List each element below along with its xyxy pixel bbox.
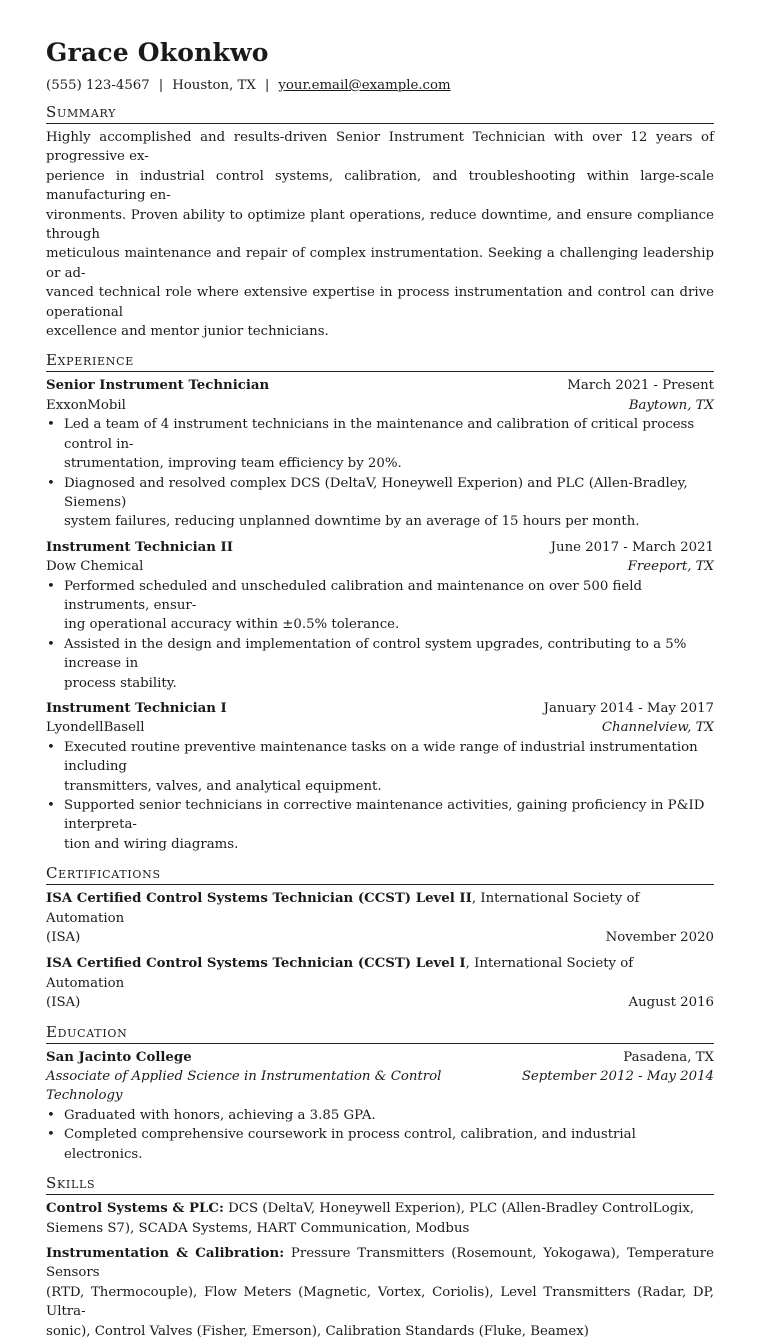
contact-line xyxy=(46,76,714,96)
job-bullets xyxy=(46,415,714,531)
certification-name: ISA Certified Control Systems Technician (CCST) Level II xyxy=(46,891,472,907)
skill-line: (RTD, Thermocouple), Flow Meters (Magnetic, Vortex, Coriolis), Level Transmitters (Radar, DP, Ultra- xyxy=(46,1284,714,1320)
job-company: LyondellBasell xyxy=(46,720,145,736)
skill-line: Siemens S7), SCADA Systems, HART Communication, Modbus xyxy=(46,1220,470,1236)
section-title-experience: Experience xyxy=(46,350,714,372)
summary-line: Highly accomplished and results-driven Senior Instrument Technician with over 12 years of progressive ex- xyxy=(46,130,714,165)
candidate-name: Grace Okonkwo xyxy=(46,38,269,67)
job-entry xyxy=(46,699,714,854)
skill-group xyxy=(46,1244,714,1341)
bullet-line: • Assisted in the design and implementation of control system upgrades, contributing to a 5% increase in xyxy=(64,636,687,672)
contact-separator: | xyxy=(158,78,164,93)
section-title-summary: Summary xyxy=(46,102,714,124)
bullet-line: system failures, reducing unplanned downtime by an average of 15 hours per month. xyxy=(64,514,640,530)
education-bullets xyxy=(46,1106,714,1164)
certification-date: November 2020 xyxy=(605,930,714,946)
section-title-education: Education xyxy=(46,1022,714,1044)
job-role: Senior Instrument Technician xyxy=(46,378,270,394)
summary-line: perience in industrial control systems, calibration, and troubleshooting within large-scale manufacturing en- xyxy=(46,168,714,204)
job-entry xyxy=(46,376,714,531)
job-location: Baytown, TX xyxy=(628,397,714,413)
summary-line: vironments. Proven ability to optimize plant operations, reduce downtime, and ensure compliance through xyxy=(46,207,714,243)
skills-section xyxy=(46,1173,714,1341)
job-role: Instrument Technician II xyxy=(46,539,233,555)
school-location: Pasadena, TX xyxy=(623,1049,714,1065)
skill-group-label: Control Systems & PLC: xyxy=(46,1201,224,1217)
job-bullet xyxy=(64,796,714,854)
job-location: Freeport, TX xyxy=(627,559,714,575)
job-company: Dow Chemical xyxy=(46,559,144,575)
degree-name: Associate of Applied Science in Instrumentation & Control Technology xyxy=(46,1069,442,1104)
summary-line: meticulous maintenance and repair of complex instrumentation. Seeking a challenging leadership or ad- xyxy=(46,246,714,281)
job-bullet xyxy=(64,738,714,796)
bullet-line: • Supported senior technicians in corrective maintenance activities, gaining proficiency in P&ID interpreta- xyxy=(64,798,705,833)
bullet-line: • Executed routine preventive maintenance tasks on a wide range of industrial instrumentation including xyxy=(64,739,698,775)
job-bullet xyxy=(64,415,714,473)
education-dates: September 2012 - May 2014 xyxy=(521,1069,714,1085)
certification-entry xyxy=(46,954,714,1012)
bullet-line: • Diagnosed and resolved complex DCS (DeltaV, Honeywell Experion) and PLC (Allen-Bradley, Siemens) xyxy=(64,475,688,510)
bullet-line: • Led a team of 4 instrument technicians in the maintenance and calibration of critical process control in- xyxy=(64,417,695,452)
certifications-section xyxy=(46,863,714,1012)
certification-issuer-cont: (ISA) xyxy=(46,995,81,1011)
bullet-line: • Performed scheduled and unscheduled calibration and maintenance on over 500 field instruments, ensur- xyxy=(64,578,643,613)
certification-issuer-cont: (ISA) xyxy=(46,930,81,946)
summary-line: excellence and mentor junior technicians. xyxy=(46,324,329,340)
skill-line: DCS (DeltaV, Honeywell Experion), PLC (Allen-Bradley ControlLogix, xyxy=(223,1201,695,1217)
education-section xyxy=(46,1022,714,1164)
job-role: Instrument Technician I xyxy=(46,700,227,716)
job-dates: March 2021 - Present xyxy=(567,378,714,394)
certification-issuer: , International Society of Automation xyxy=(46,891,640,926)
skill-line: Pressure Transmitters (Rosemount, Yokogawa), Temperature Sensors xyxy=(46,1245,714,1281)
bullet-line: tion and wiring diagrams. xyxy=(64,836,239,852)
education-bullet: • Graduated with honors, achieving a 3.85 GPA. xyxy=(64,1106,714,1125)
job-bullets xyxy=(46,738,714,854)
certification-entry xyxy=(46,889,714,947)
job-dates: January 2014 - May 2017 xyxy=(543,700,714,716)
experience-section xyxy=(46,350,714,854)
job-bullet xyxy=(64,474,714,532)
certification-issuer: , International Society of Automation xyxy=(46,956,634,991)
summary-text xyxy=(46,128,714,341)
bullet-line: ing operational accuracy within ±0.5% tolerance. xyxy=(64,617,400,633)
email-link[interactable]: your.email@example.com xyxy=(278,78,451,93)
job-dates: June 2017 - March 2021 xyxy=(550,539,714,555)
job-entry xyxy=(46,538,714,693)
location: Houston, TX xyxy=(172,78,256,93)
skill-group-label: Instrumentation & Calibration: xyxy=(46,1245,285,1261)
skill-group xyxy=(46,1199,714,1238)
job-location: Channelview, TX xyxy=(601,720,714,736)
job-company: ExxonMobil xyxy=(46,397,126,413)
section-title-skills: Skills xyxy=(46,1173,714,1195)
contact-separator: | xyxy=(264,78,270,93)
section-title-certifications: Certifications xyxy=(46,863,714,885)
education-bullet: • Completed comprehensive coursework in process control, calibration, and industrial electronics. xyxy=(64,1125,714,1164)
phone-number: (555) 123-4567 xyxy=(46,78,150,93)
bullet-line: process stability. xyxy=(64,675,177,691)
summary-section xyxy=(46,102,714,341)
job-bullets xyxy=(46,577,714,693)
job-bullet xyxy=(64,577,714,635)
bullet-line: strumentation, improving team efficiency by 20%. xyxy=(64,456,402,472)
school-name: San Jacinto College xyxy=(46,1049,192,1065)
certification-date: August 2016 xyxy=(628,995,714,1011)
job-bullet xyxy=(64,635,714,693)
bullet-line: transmitters, valves, and analytical equipment. xyxy=(64,778,382,794)
summary-line: vanced technical role where extensive expertise in process instrumentation and control can drive operational xyxy=(46,285,714,320)
skill-line: sonic), Control Valves (Fisher, Emerson), Calibration Standards (Fluke, Beamex) xyxy=(46,1323,589,1339)
certification-name: ISA Certified Control Systems Technician (CCST) Level I xyxy=(46,956,466,972)
